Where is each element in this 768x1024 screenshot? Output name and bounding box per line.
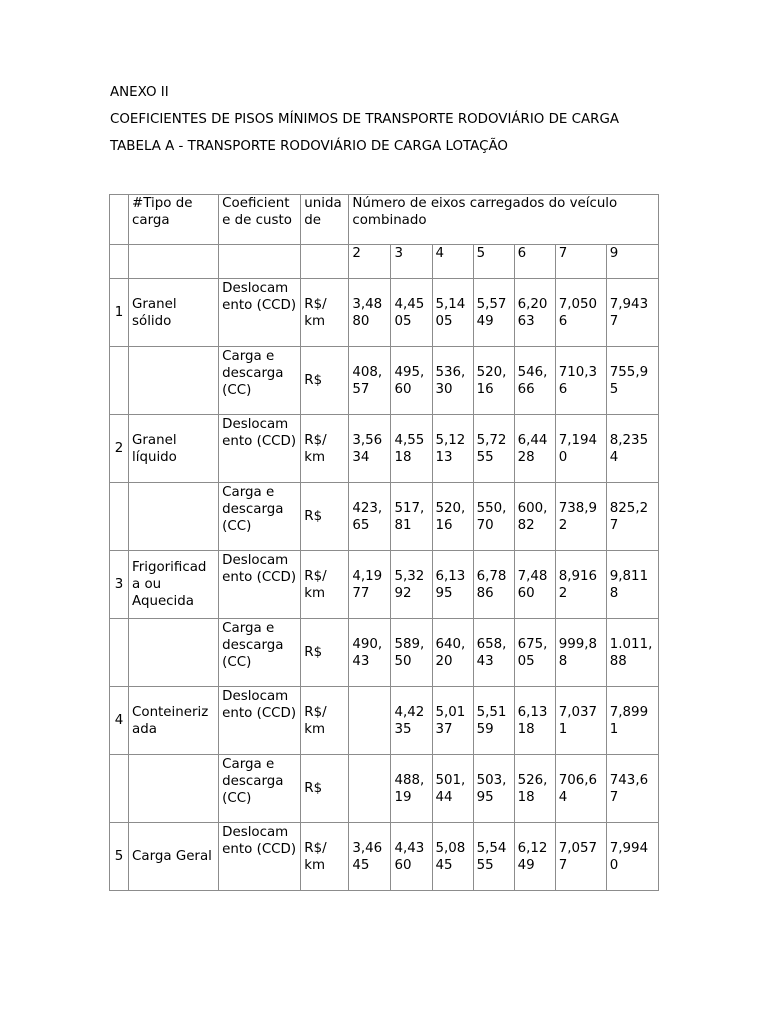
- unit-cell: R$/ km: [301, 279, 349, 347]
- table-row: [110, 551, 659, 619]
- value-cell: [349, 687, 391, 755]
- annex-heading: ANEXO II: [110, 85, 169, 100]
- cargo-type-cell: Granel sólido: [129, 279, 219, 347]
- value-cell: 600, 82: [514, 483, 555, 551]
- cost-coefficient-cell: Deslocam ento (CCD): [219, 687, 301, 755]
- value-cell: 520, 16: [473, 347, 514, 415]
- value-cell: 6,12 49: [514, 823, 555, 891]
- table-title: TABELA A - TRANSPORTE RODOVIÁRIO DE CARGA LOTAÇÃO: [110, 139, 508, 154]
- value-cell: 589, 50: [391, 619, 432, 687]
- value-cell: 5,72 55: [473, 415, 514, 483]
- axle-number-cell: 5: [473, 245, 514, 279]
- value-cell: 3,48 80: [349, 279, 391, 347]
- unit-cell: R$/ km: [301, 823, 349, 891]
- table-row: [110, 687, 659, 755]
- value-cell: 501, 44: [432, 755, 473, 823]
- value-cell: 5,12 13: [432, 415, 473, 483]
- value-cell: 7,050 6: [555, 279, 606, 347]
- cargo-type-cell: Granel líquido: [129, 415, 219, 483]
- value-cell: 488, 19: [391, 755, 432, 823]
- cargo-type-cell: [129, 347, 219, 415]
- table-row: [110, 415, 659, 483]
- value-cell: 4,45 05: [391, 279, 432, 347]
- unit-cell: R$: [301, 347, 349, 415]
- value-cell: 8,916 2: [555, 551, 606, 619]
- row-number-cell: 2: [110, 415, 129, 483]
- value-cell: 6,13 18: [514, 687, 555, 755]
- row-number-cell: 4: [110, 687, 129, 755]
- value-cell: 640, 20: [432, 619, 473, 687]
- row-number-cell: 3: [110, 551, 129, 619]
- cost-coefficient-cell: Deslocam ento (CCD): [219, 823, 301, 891]
- header-unit: unida de: [301, 195, 349, 245]
- cost-coefficient-cell: Carga e descarga (CC): [219, 347, 301, 415]
- value-cell: 6,13 95: [432, 551, 473, 619]
- value-cell: 7,057 7: [555, 823, 606, 891]
- value-cell: 5,01 37: [432, 687, 473, 755]
- value-cell: 7,194 0: [555, 415, 606, 483]
- table-row: [110, 823, 659, 891]
- value-cell: 490, 43: [349, 619, 391, 687]
- document-title: COEFICIENTES DE PISOS MÍNIMOS DE TRANSPORTE RODOVIÁRIO DE CARGA: [110, 112, 619, 127]
- value-cell: 5,57 49: [473, 279, 514, 347]
- axle-number-cell: 4: [432, 245, 473, 279]
- cargo-type-cell: Carga Geral: [129, 823, 219, 891]
- value-cell: 4,19 77: [349, 551, 391, 619]
- value-cell: 4,55 18: [391, 415, 432, 483]
- header-axle-count: Número de eixos carregados do veículo combinado: [349, 195, 659, 245]
- value-cell: 1.011, 88: [606, 619, 658, 687]
- unit-cell: R$: [301, 755, 349, 823]
- table-row: [110, 755, 659, 823]
- header-cost-coefficient: Coeficient e de custo: [219, 195, 301, 245]
- table-header-row: [110, 195, 659, 245]
- axle-number-cell: 7: [555, 245, 606, 279]
- value-cell: 5,51 59: [473, 687, 514, 755]
- value-cell: 5,08 45: [432, 823, 473, 891]
- value-cell: 520, 16: [432, 483, 473, 551]
- value-cell: 3,46 45: [349, 823, 391, 891]
- axle-number-cell: 3: [391, 245, 432, 279]
- value-cell: 536, 30: [432, 347, 473, 415]
- value-cell: 658, 43: [473, 619, 514, 687]
- value-cell: 423, 65: [349, 483, 391, 551]
- cost-coefficient-cell: Carga e descarga (CC): [219, 483, 301, 551]
- value-cell: 408, 57: [349, 347, 391, 415]
- cargo-type-cell: Frigorificad a ou Aquecida: [129, 551, 219, 619]
- value-cell: 738,9 2: [555, 483, 606, 551]
- cargo-type-cell: [129, 619, 219, 687]
- cost-coefficient-cell: Deslocam ento (CCD): [219, 415, 301, 483]
- cost-coefficient-cell: Deslocam ento (CCD): [219, 279, 301, 347]
- value-cell: 517, 81: [391, 483, 432, 551]
- header-index-cell: [110, 195, 129, 245]
- axle-number-cell: 2: [349, 245, 391, 279]
- freight-coefficients-table: [109, 194, 659, 891]
- value-cell: 755,9 5: [606, 347, 658, 415]
- value-cell: 5,32 92: [391, 551, 432, 619]
- table-row: [110, 483, 659, 551]
- value-cell: 546, 66: [514, 347, 555, 415]
- value-cell: 495, 60: [391, 347, 432, 415]
- value-cell: 8,235 4: [606, 415, 658, 483]
- unit-cell: R$: [301, 483, 349, 551]
- value-cell: 743,6 7: [606, 755, 658, 823]
- value-cell: 6,20 63: [514, 279, 555, 347]
- value-cell: 7,899 1: [606, 687, 658, 755]
- row-number-cell: [110, 347, 129, 415]
- table-row: [110, 347, 659, 415]
- row-number-cell: 1: [110, 279, 129, 347]
- cargo-type-cell: Conteineriz ada: [129, 687, 219, 755]
- value-cell: 999,8 8: [555, 619, 606, 687]
- cargo-type-cell: [129, 755, 219, 823]
- value-cell: 7,037 1: [555, 687, 606, 755]
- value-cell: 7,48 60: [514, 551, 555, 619]
- value-cell: 6,78 86: [473, 551, 514, 619]
- row-number-cell: [110, 619, 129, 687]
- value-cell: 675, 05: [514, 619, 555, 687]
- value-cell: [349, 755, 391, 823]
- value-cell: 4,42 35: [391, 687, 432, 755]
- value-cell: 825,2 7: [606, 483, 658, 551]
- value-cell: 7,943 7: [606, 279, 658, 347]
- header-cargo-type: #Tipo de carga: [129, 195, 219, 245]
- table-row: [110, 279, 659, 347]
- value-cell: 7,994 0: [606, 823, 658, 891]
- cost-coefficient-cell: Deslocam ento (CCD): [219, 551, 301, 619]
- value-cell: 706,6 4: [555, 755, 606, 823]
- table-row: [110, 619, 659, 687]
- unit-cell: R$: [301, 619, 349, 687]
- axle-number-cell: 9: [606, 245, 658, 279]
- unit-cell: R$/ km: [301, 687, 349, 755]
- value-cell: 9,811 8: [606, 551, 658, 619]
- cost-coefficient-cell: Carga e descarga (CC): [219, 619, 301, 687]
- value-cell: 526, 18: [514, 755, 555, 823]
- value-cell: 3,56 34: [349, 415, 391, 483]
- row-number-cell: [110, 483, 129, 551]
- value-cell: 4,43 60: [391, 823, 432, 891]
- axle-number-row: [110, 245, 659, 279]
- value-cell: 5,14 05: [432, 279, 473, 347]
- value-cell: 5,54 55: [473, 823, 514, 891]
- value-cell: 550, 70: [473, 483, 514, 551]
- row-number-cell: 5: [110, 823, 129, 891]
- unit-cell: R$/ km: [301, 551, 349, 619]
- cost-coefficient-cell: Carga e descarga (CC): [219, 755, 301, 823]
- value-cell: 503, 95: [473, 755, 514, 823]
- unit-cell: R$/ km: [301, 415, 349, 483]
- cargo-type-cell: [129, 483, 219, 551]
- value-cell: 710,3 6: [555, 347, 606, 415]
- row-number-cell: [110, 755, 129, 823]
- axle-number-cell: 6: [514, 245, 555, 279]
- value-cell: 6,44 28: [514, 415, 555, 483]
